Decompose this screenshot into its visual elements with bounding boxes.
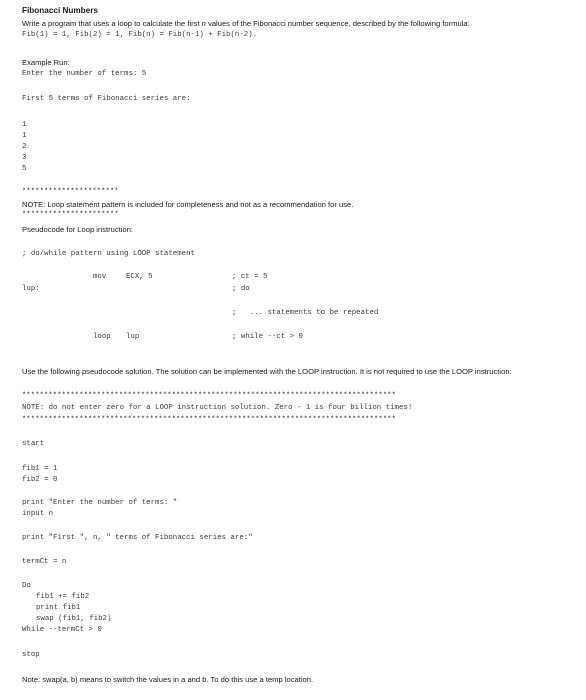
note-loop: NOTE: Loop statement pattern is included for completeness and not as a recommendation for use. bbox=[22, 200, 354, 209]
pseudocode-label: Pseudocode for Loop instruction: bbox=[22, 225, 134, 234]
solution-do: Do bbox=[22, 582, 31, 590]
solution-line: fib2 = 0 bbox=[22, 476, 58, 484]
solution-line: swap (fib1, fib2) bbox=[36, 615, 112, 623]
solution-stop: stop bbox=[22, 651, 40, 659]
asm-label: lup: bbox=[22, 285, 40, 293]
star-divider: ************************************************************************************* bbox=[22, 416, 397, 424]
solution-line: fib1 = 1 bbox=[22, 465, 58, 473]
solution-line: termCt = n bbox=[22, 558, 67, 566]
solution-start: start bbox=[22, 440, 45, 448]
example-header: First 5 terms of Fibonacci series are: bbox=[22, 95, 191, 103]
asm-while-comment: ; while --ct > 0 bbox=[232, 333, 303, 341]
solution-line: print "Enter the number of terms: " bbox=[22, 499, 178, 507]
example-output-line: 1 bbox=[22, 132, 27, 140]
star-divider: ********************** bbox=[22, 188, 119, 196]
example-output-line: 5 bbox=[22, 165, 27, 173]
star-divider: ********************** bbox=[22, 211, 119, 219]
page-title: Fibonacci Numbers bbox=[22, 6, 98, 15]
asm-repeat-comment: ; ... statements to be repeated bbox=[232, 309, 379, 317]
note-zero: NOTE: do not enter zero for a LOOP instruction solution. Zero - 1 is four billion times! bbox=[22, 404, 413, 412]
use-following-text: Use the following pseudocode solution. The solution can be implemented with the LOOP instruction. It is not required to use the LOOP instruction: bbox=[22, 367, 512, 376]
asm-mov: mov bbox=[93, 273, 107, 281]
asm-comment: ; do/while pattern using LOOP statement bbox=[22, 250, 195, 258]
formula: Fib(1) = 1, Fib(2) = 1, Fib(n) = Fib(n-1) + Fib(n-2). bbox=[22, 31, 258, 39]
asm-do-comment: ; do bbox=[232, 285, 250, 293]
example-output-line: 3 bbox=[22, 154, 27, 162]
example-prompt: Enter the number of terms: 5 bbox=[22, 70, 147, 78]
solution-line: print "First ", n, " terms of Fibonacci series are:" bbox=[22, 534, 253, 542]
star-divider: ************************************************************************************* bbox=[22, 392, 397, 400]
intro-text: Write a program that uses a loop to calculate the first n values of the Fibonacci number sequence, described by the following formula: bbox=[22, 19, 470, 28]
asm-loop: loop bbox=[93, 333, 111, 341]
asm-loop-arg: lup bbox=[126, 333, 140, 341]
solution-line: input n bbox=[22, 510, 54, 518]
asm-mov-args: ECX, 5 bbox=[126, 273, 153, 281]
example-label: Example Run: bbox=[22, 58, 70, 67]
example-output-line: 2 bbox=[22, 143, 27, 151]
solution-while: While --termCt > 0 bbox=[22, 626, 102, 634]
solution-line: print fib1 bbox=[36, 604, 81, 612]
solution-line: fib1 += fib2 bbox=[36, 593, 90, 601]
example-output-line: 1 bbox=[22, 121, 27, 129]
asm-mov-comment: ; ct = 5 bbox=[232, 273, 268, 281]
note-swap: Note: swap(a, b) means to switch the values in a and b. To do this use a temp location. bbox=[22, 675, 314, 684]
